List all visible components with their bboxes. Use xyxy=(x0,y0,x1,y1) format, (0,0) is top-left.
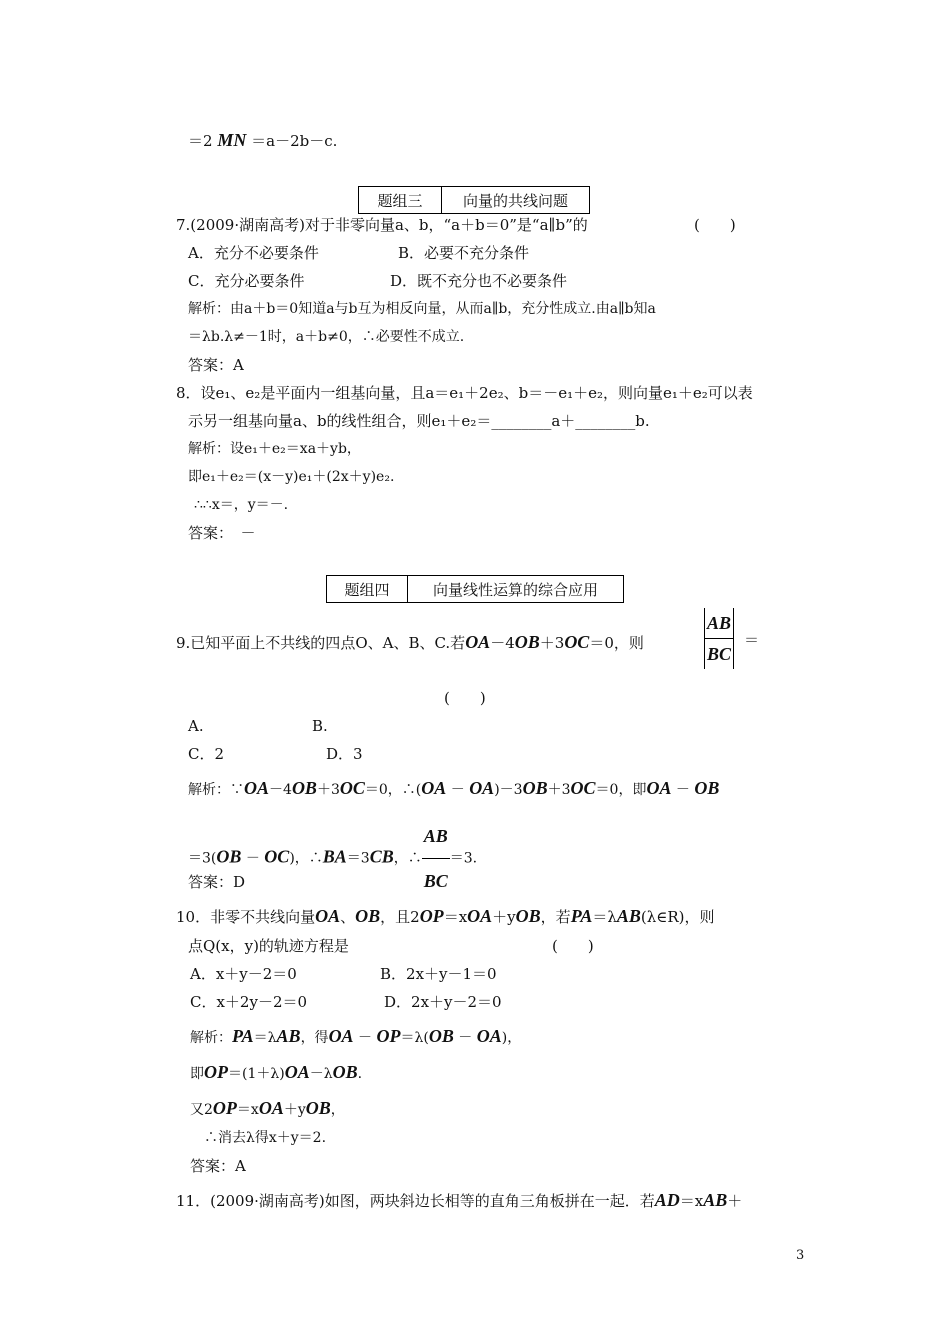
q10-option-c: C．x＋2y－2＝0 xyxy=(190,993,308,1011)
group3-header: 题组三 向量的共线问题 xyxy=(358,186,590,214)
q9-analysis-2: ＝3(OB － OC)，∴BA＝3CB，∴ $\frac{AB}{BC}$ ＝3. xyxy=(188,814,477,903)
q8-stem-1: 8．设e₁、e₂是平面内一组基向量，且a＝e₁＋2e₂、b＝－e₁＋e₂，则向量e₁＋e₂可以表 xyxy=(176,384,753,402)
q8-stem-2: 示另一组基向量a、b的线性组合，则e₁＋e₂＝________a＋________b. xyxy=(188,412,650,430)
group4-header: 题组四 向量线性运算的综合应用 xyxy=(326,575,624,603)
q10-option-b: B．2x＋y－1＝0 xyxy=(380,965,497,983)
q7-stem: 7.(2009·湖南高考)对于非零向量a、b，“a＋b＝0”是“a∥b”的 xyxy=(176,216,588,234)
q7-paren: ( ) xyxy=(694,216,736,234)
q9-fraction: $\frac{AB}{BC}$ xyxy=(704,608,734,669)
q11-stem: 11．(2009·湖南高考)如图，两块斜边长相等的直角三角板拼在一起．若AD＝xAB＋ xyxy=(176,1190,743,1210)
q9-eq: ＝ xyxy=(744,631,760,649)
q8-analysis-2: 即e₁＋e₂＝(x－y)e₁＋(2x＋y)e₂. xyxy=(188,469,395,485)
q8-analysis-3: ∴∴x＝，y＝－. xyxy=(194,497,289,513)
q9-option-a: A. xyxy=(188,717,204,735)
q10-stem-2: 点Q(x，y)的轨迹方程是 xyxy=(188,937,349,955)
q10-analysis-2: 即OP＝(1＋λ)OA－λOB. xyxy=(190,1062,363,1082)
q9-stem: 9.已知平面上不共线的四点O、A、B、C.若OA－4OB＋3OC＝0，则 xyxy=(176,632,644,652)
q10-answer: 答案：A xyxy=(190,1157,246,1175)
q9-analysis-1: 解析：∵OA－4OB＋3OC＝0，∴(OA － OA)－3OB＋3OC＝0，即OA － OB xyxy=(188,778,720,798)
top-line: ＝2 MN ＝a－2b－c. xyxy=(188,130,338,150)
q8-analysis-1: 解析：设e₁＋e₂＝xa＋yb， xyxy=(188,441,361,457)
q10-analysis-4: ∴消去λ得x＋y＝2. xyxy=(204,1130,327,1146)
q9-option-b: B. xyxy=(312,717,328,735)
q7-option-b: B．必要不充分条件 xyxy=(398,244,530,262)
q7-option-a: A．充分不必要条件 xyxy=(188,244,319,262)
q10-option-d: D．2x＋y－2＝0 xyxy=(384,993,502,1011)
q7-option-c: C．充分必要条件 xyxy=(188,272,305,290)
q10-option-a: A．x＋y－2＝0 xyxy=(190,965,297,983)
q10-analysis-3: 又2OP＝xOA＋yOB， xyxy=(190,1098,345,1118)
q7-analysis-1: 解析：由a＋b＝0知道a与b互为相反向量，从而a∥b，充分性成立.由a∥b知a xyxy=(188,301,656,317)
q7-option-d: D．既不充分也不必要条件 xyxy=(390,272,568,290)
q10-analysis-1: 解析：PA＝λAB，得OA － OP＝λ(OB － OA)， xyxy=(190,1026,522,1046)
q9-option-c: C．2 xyxy=(188,745,225,763)
q9-option-d: D．3 xyxy=(326,745,363,763)
page-number: 3 xyxy=(796,1248,805,1263)
q10-stem-1: 10．非零不共线向量OA、OB，且2OP＝xOA＋yOB，若PA＝λAB(λ∈R)，则 xyxy=(176,906,715,926)
q7-answer: 答案：A xyxy=(188,356,244,374)
q9-answer: 答案：D xyxy=(188,873,246,891)
q7-analysis-2: ＝λb.λ≠－1时，a＋b≠0，∴必要性不成立. xyxy=(188,329,465,345)
q8-answer: 答案： － xyxy=(188,524,256,542)
q9-paren: ( ) xyxy=(444,689,486,707)
q10-paren: ( ) xyxy=(552,937,594,955)
